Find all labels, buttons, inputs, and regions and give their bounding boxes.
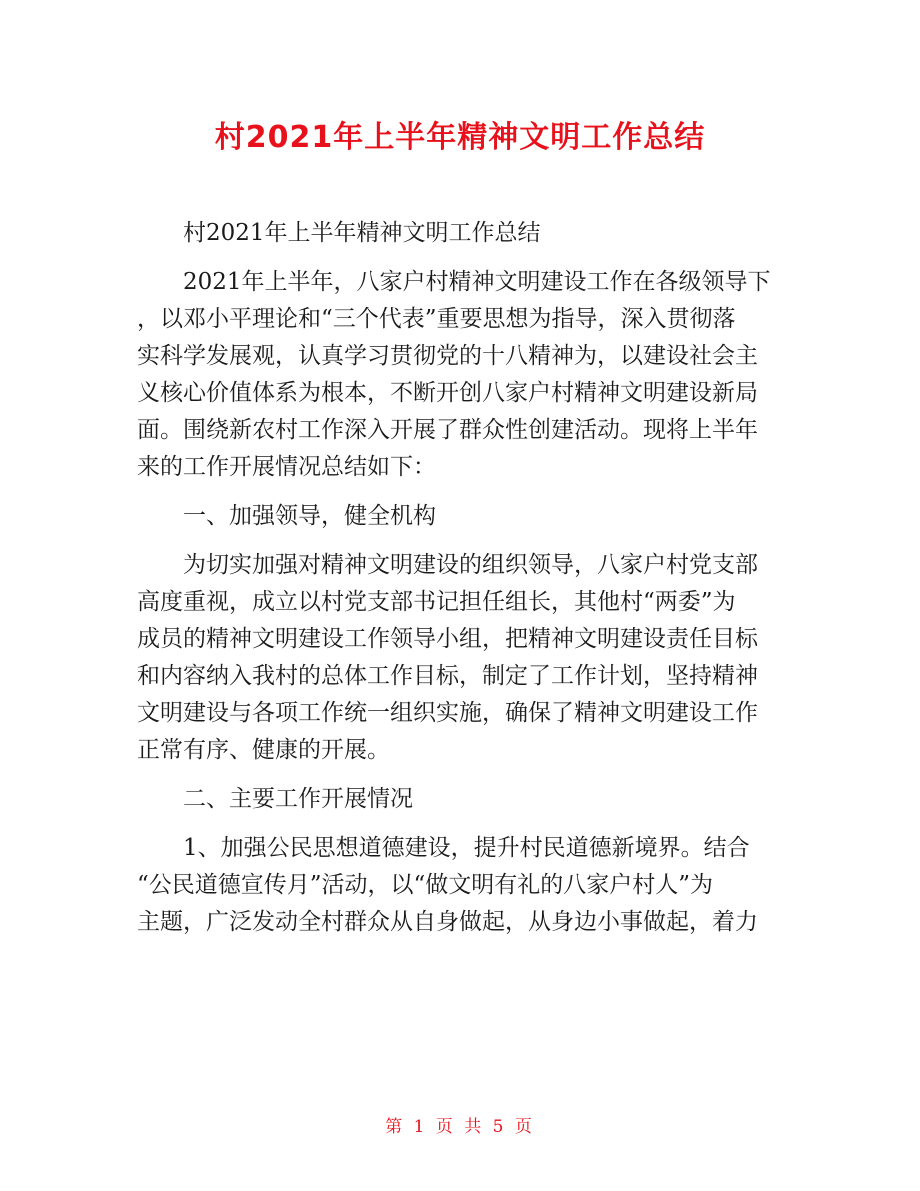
document-body <box>137 215 787 941</box>
text-line: 义核心价值体系为根本，不断开创八家户村精神文明建设新局 <box>137 380 758 406</box>
text-line: 2021年上半年，八家户村精神文明建设工作在各级领导下 <box>183 269 771 295</box>
heading-line: 一、加强领导，健全机构 <box>183 503 436 529</box>
text-line: “公民道德宣传月”活动，以“做文明有礼的八家户村人”为 <box>137 872 714 898</box>
text-line: 面。围绕新农村工作深入开展了群众性创建活动。现将上半年 <box>137 417 758 443</box>
text-line: 文明建设与各项工作统一组织实施，确保了精神文明建设工作 <box>137 700 758 726</box>
text-line: 和内容纳入我村的总体工作目标，制定了工作计划，坚持精神 <box>137 663 758 689</box>
heading-line: 二、主要工作开展情况 <box>183 786 413 812</box>
document-title: 村2021年上半年精神文明工作总结 <box>214 120 706 155</box>
page-number: 第 1 页 共 5 页 <box>385 1117 535 1137</box>
paragraph-morality <box>137 830 787 941</box>
text-line: 主题，广泛发动全村群众从自身做起，从身边小事做起，着力 <box>137 909 758 935</box>
paragraph-leadership <box>137 547 787 769</box>
text-line: 来的工作开展情况总结如下： <box>137 454 436 480</box>
text-line: ，以邓小平理论和“三个代表”重要思想为指导，深入贯彻落 <box>137 306 736 332</box>
text-line: 高度重视，成立以村党支部书记担任组长，其他村“两委”为 <box>137 589 736 615</box>
text-line: 正常有序、健康的开展。 <box>137 737 390 763</box>
text-line: 1、加强公民思想道德建设，提升村民道德新境界。结合 <box>183 835 750 861</box>
text-line: 实科学发展观，认真学习贯彻党的十八精神为，以建设社会主 <box>137 343 758 369</box>
subtitle-paragraph <box>137 215 787 252</box>
paragraph-intro <box>137 264 787 486</box>
section-heading-2 <box>137 781 787 818</box>
text-line: 为切实加强对精神文明建设的组织领导，八家户村党支部 <box>183 552 758 578</box>
text-line: 成员的精神文明建设工作领导小组，把精神文明建设责任目标 <box>137 626 758 652</box>
subtitle-line: 村2021年上半年精神文明工作总结 <box>183 220 541 246</box>
section-heading-1 <box>137 498 787 535</box>
